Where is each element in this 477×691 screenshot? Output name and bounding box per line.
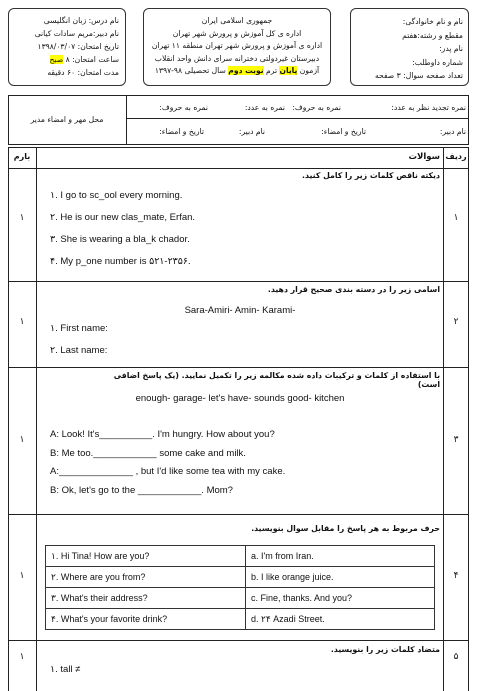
school-name: دبیرستان غیردولتی دخترانه سرای دانش واحد انقلاب [154,53,320,63]
school-info-box [143,8,331,86]
exam-title-highlight-1: پایان [279,66,298,75]
exam-time-label: ساعت امتحان: ۸ صبح [49,55,119,64]
match-question: ۴. What's your favorite drink? [46,609,246,630]
table-row [46,609,435,630]
list-item: ۲. He is our new clas_mate, Erfan. [50,212,196,223]
question-5-score: ۱ [19,652,25,662]
seat-number-label: شماره داوطلب: [412,57,463,67]
table-row [46,588,435,609]
question-2-score: ۱ [19,317,25,327]
question-1-items [50,190,430,278]
date-sign-2: تاریخ و امضاء: [321,127,366,136]
republic-title: جمهوری اسلامی ایران [201,16,273,25]
student-info-box [350,8,469,86]
question-2-names: Sara-Amiri- Amin- Karami- [184,305,296,316]
match-question: ۱. Hi Tina! How are you? [46,546,246,567]
question-3-word-bank: enough- garage- let's have- sounds good- kitchen [135,393,345,404]
match-answer: b. I like orange juice. [246,567,435,588]
table-row [46,546,435,567]
teacher-name-2: نام دبیر: [439,127,466,136]
list-item: ۴. My p_one number is ۵۲۱-۲۳۵۶. [50,256,191,267]
score-word: نمره به حروف: [159,103,208,112]
match-answer: d. ۲۴ Azadi Street. [246,609,435,630]
general-dept: اداره ی کل آموزش و پرورش شهر تهران [172,28,302,38]
match-answer: c. Fine, thanks. And you? [246,588,435,609]
score-number: نمره به عدد: [244,103,285,112]
question-2-row-num: ۲ [453,317,459,327]
question-3-instruction: با استفاده از کلمات و ترکیبات داده شده مکالمه زیر را تکمیل نمایید. (یک پاسخ اضافی است) [113,371,440,389]
row-column-header: ردیف [445,152,467,161]
exam-title-highlight-2: نوبت دوم [228,66,264,75]
exam-time-highlight: صبح [49,55,64,64]
list-item: ۳. She is wearing a bla_k chador. [50,234,190,245]
question-2-items [50,323,350,367]
exam-date-label: تاریخ امتحان: ۱۳۹۸/۰۳/۰۷ [37,42,119,51]
grade-label: مقطع و رشته:هفتم [402,30,463,40]
dialogue-line: A: Look! It's__________. I'm hungry. How about you? [50,429,275,440]
grade-value: هفتم [402,30,418,40]
district-dept: اداره ی آموزش و پرورش شهر تهران منطقه ۱۱ تهران [151,41,323,50]
teacher-label: نام دبیر:مریم سادات کیانی [34,29,119,38]
question-4-score: ۱ [19,571,25,581]
question-2-instruction: اسامی زیر را در دسته بندی صحیح قرار دهید. [267,285,440,294]
match-answer: a. I'm from Iran. [246,546,435,567]
question-1-row-num: ۱ [453,213,459,223]
exam-title: آزمون پایان ترم نوبت دوم سال تحصیلی ۹۸-۱۳۹۷ [154,66,320,75]
teacher-name: نام دبیر: [238,127,265,136]
question-5-instruction: متضاد کلمات زیر را بنویسید. [330,645,440,654]
principal-stamp-label: محل مهر و امضاء مدیر [30,115,104,124]
question-4-instruction: حرف مربوط به هر پاسخ را مقابل سوال بنویسید. [251,524,440,533]
question-5-row-num: ۵ [453,652,459,662]
date-sign: تاریخ و امضاء: [159,127,204,136]
dialogue-line: B: Me too.____________ some cake and milk. [50,447,246,459]
question-3-score: ۱ [19,435,25,445]
question-1-score: ۱ [19,213,25,223]
question-3-dialogue [50,429,430,503]
question-3-row-num: ۳ [453,435,459,445]
exam-info-box [8,8,126,86]
dialogue-line: A:______________ , but I'd like some tea with my cake. [50,466,286,477]
table-row [46,567,435,588]
questions-column-header: سوالات [408,152,440,162]
duration-label: مدت امتحان: ۶۰ دقیقه [47,68,119,77]
match-question: ۳. What's their address? [46,588,246,609]
father-name-label: نام پدر: [439,44,463,53]
question-5-items [50,664,350,675]
dialogue-line: B: Ok, let's go to the ____________. Mom? [50,484,233,496]
list-item: ۱. tall ≠ [50,664,81,675]
student-name-label: نام و نام خانوادگی: [402,17,463,26]
match-question: ۲. Where are you from? [46,567,246,588]
list-item: ۲. Last name: [50,345,108,356]
revised-score-word: نمره به حروف: [292,103,341,112]
list-item: ۱. I go to sc_ool every morning. [50,190,183,201]
matching-table [45,545,435,630]
question-1-instruction: دیکته ناقص کلمات زیر را کامل کنید. [301,171,440,180]
score-column-header: بارم [13,152,31,161]
list-item: ۱. First name: [50,323,108,334]
page-count-label: تعداد صفحه سوال: ۳ صفحه [374,71,463,80]
question-4-row-num: ۴ [453,571,459,581]
revised-score-title: نمره تجدید نظر به عدد: [391,103,466,112]
subject-label: نام درس: زبان انگلیسی [43,16,119,25]
